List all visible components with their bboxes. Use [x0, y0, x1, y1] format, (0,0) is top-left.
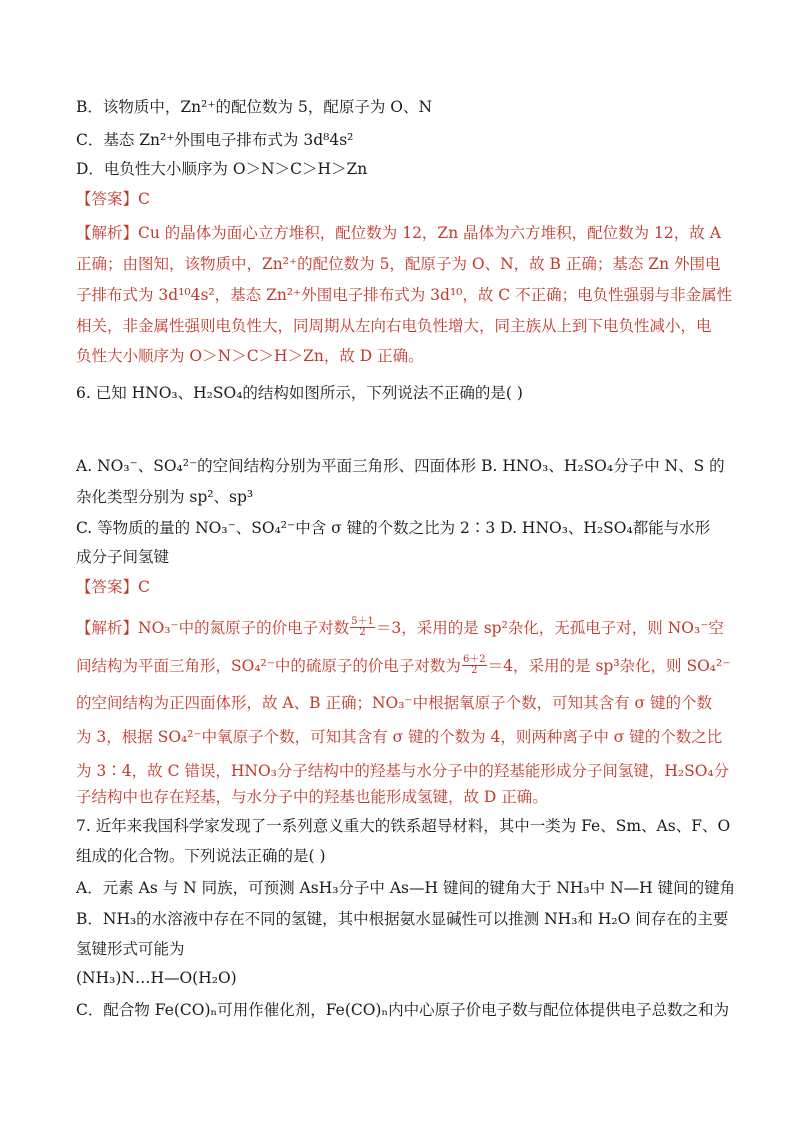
question-7-option-b-1: B．NH₃的水溶液中存在不同的氢键，其中根据氨水显碱性可以推测 NH₃和 H₂O 间存在的主要 — [76, 910, 729, 928]
question-7-option-b-2: 氢键形式可能为 — [76, 940, 185, 958]
explanation-tag: 【解析】 — [76, 224, 139, 242]
question-7-option-c: C．配合物 Fe(CO)ₙ可用作催化剂，Fe(CO)ₙ内中心原子价电子数与配位体提供电子总数之和为 — [76, 1001, 730, 1019]
question-7-option-a: A．元素 As 与 N 同族，可预测 AsH₃分子中 As—H 键间的键角大于 NH₃中 N—H 键间的键角 — [76, 879, 736, 897]
answer-value: C — [138, 190, 150, 208]
answer-tag: 【答案】 — [76, 578, 139, 596]
question-6-option-d-cont: 成分子间氢键 — [76, 548, 170, 566]
explanation-6-line-6: 子结构中也存在羟基，与水分子中的羟基也能形成氢键，故 D 正确。 — [76, 788, 548, 806]
answer-6 — [76, 577, 744, 597]
question-6-stem: 6. 已知 HNO₃、H₂SO₄的结构如图所示，下列说法不正确的是( ) — [76, 384, 523, 402]
option-b-line: B．该物质中，Zn²⁺的配位数为 5，配原子为 O、N — [76, 98, 433, 116]
option-d-line: D．电负性大小顺序为 O＞N＞C＞H＞Zn — [76, 160, 368, 178]
question-6-option-a: A. NO₃⁻、SO₄²⁻的空间结构分别为平面三角形、四面体形 B. HNO₃、H₂SO₄分子中 N、S 的 — [76, 457, 725, 475]
answer-value: C — [138, 578, 150, 596]
explanation-6-line-5: 为 3∶4，故 C 错误，HNO₃分子结构中的羟基与水分子中的羟基能形成分子间氢键，H₂SO₄分 — [76, 762, 730, 780]
question-7-stem-1: 7. 近年来我国科学家发现了一系列意义重大的铁系超导材料，其中一类为 Fe、Sm、As、F、O — [76, 817, 731, 835]
fraction: $\frac{5+1}{2}$ — [351, 615, 374, 638]
explanation-6-line-1: 【解析】NO₃⁻中的氮原子的价电子对数 $\frac{5+1}{2}$ ＝3，采用的是 sp²杂化，无孤电子对，则 NO₃⁻空 — [76, 615, 724, 638]
explanation-5-line-2: 正确；由图知，该物质中，Zn²⁺的配位数为 5，配原子为 O、N，故 B 正确；基态 Zn 外围电 — [76, 255, 721, 273]
explanation-tag: 【解析】 — [76, 619, 139, 637]
explanation-5-line-4: 相关，非金属性强则电负性大，同周期从左向右电负性增大，同主族从上到下电负性减小，电 — [76, 317, 712, 335]
answer-5 — [76, 189, 744, 209]
explanation-5-line-1: 【解析】Cu 的晶体为面心立方堆积，配位数为 12，Zn 晶体为六方堆积，配位数为 12，故 A — [76, 224, 721, 242]
question-6-option-c: C. 等物质的量的 NO₃⁻、SO₄²⁻中含 σ 键的个数之比为 2∶3 D. HNO₃、H₂SO₄都能与水形 — [76, 519, 711, 537]
answer-tag: 【答案】 — [76, 190, 139, 208]
explanation-5-line-3: 子排布式为 3d¹⁰4s²，基态 Zn²⁺外围电子排布式为 3d¹⁰，故 C 不正确；电负性强弱与非金属性 — [76, 286, 733, 304]
explanation-5-line-5: 负性大小顺序为 O＞N＞C＞H＞Zn，故 D 正确。 — [76, 347, 424, 365]
question-7-option-b-3: (NH₃)N…H—O(H₂O) — [76, 969, 237, 987]
option-c-line: C．基态 Zn²⁺外围电子排布式为 3d⁸4s² — [76, 131, 354, 149]
explanation-6-line-2: 间结构为平面三角形，SO₄²⁻中的硫原子的价电子对数为 $\frac{6+2}{2}$ ＝4，采用的是 sp³杂化，则 SO₄²⁻ — [76, 653, 731, 676]
fraction: $\frac{6+2}{2}$ — [462, 653, 486, 676]
explanation-6-line-4: 为 3，根据 SO₄²⁻中氧原子个数，可知其含有 σ 键的个数为 4，则两种离子中 σ 键的个数之比 — [76, 728, 723, 746]
question-6-option-b-cont: 杂化类型分别为 sp²、sp³ — [76, 488, 254, 506]
question-7-stem-2: 组成的化合物。下列说法正确的是( ) — [76, 847, 326, 865]
explanation-6-line-3: 的空间结构为正四面体形，故 A、B 正确；NO₃⁻中根据氧原子个数，可知其含有 σ 键的个数 — [76, 694, 713, 712]
